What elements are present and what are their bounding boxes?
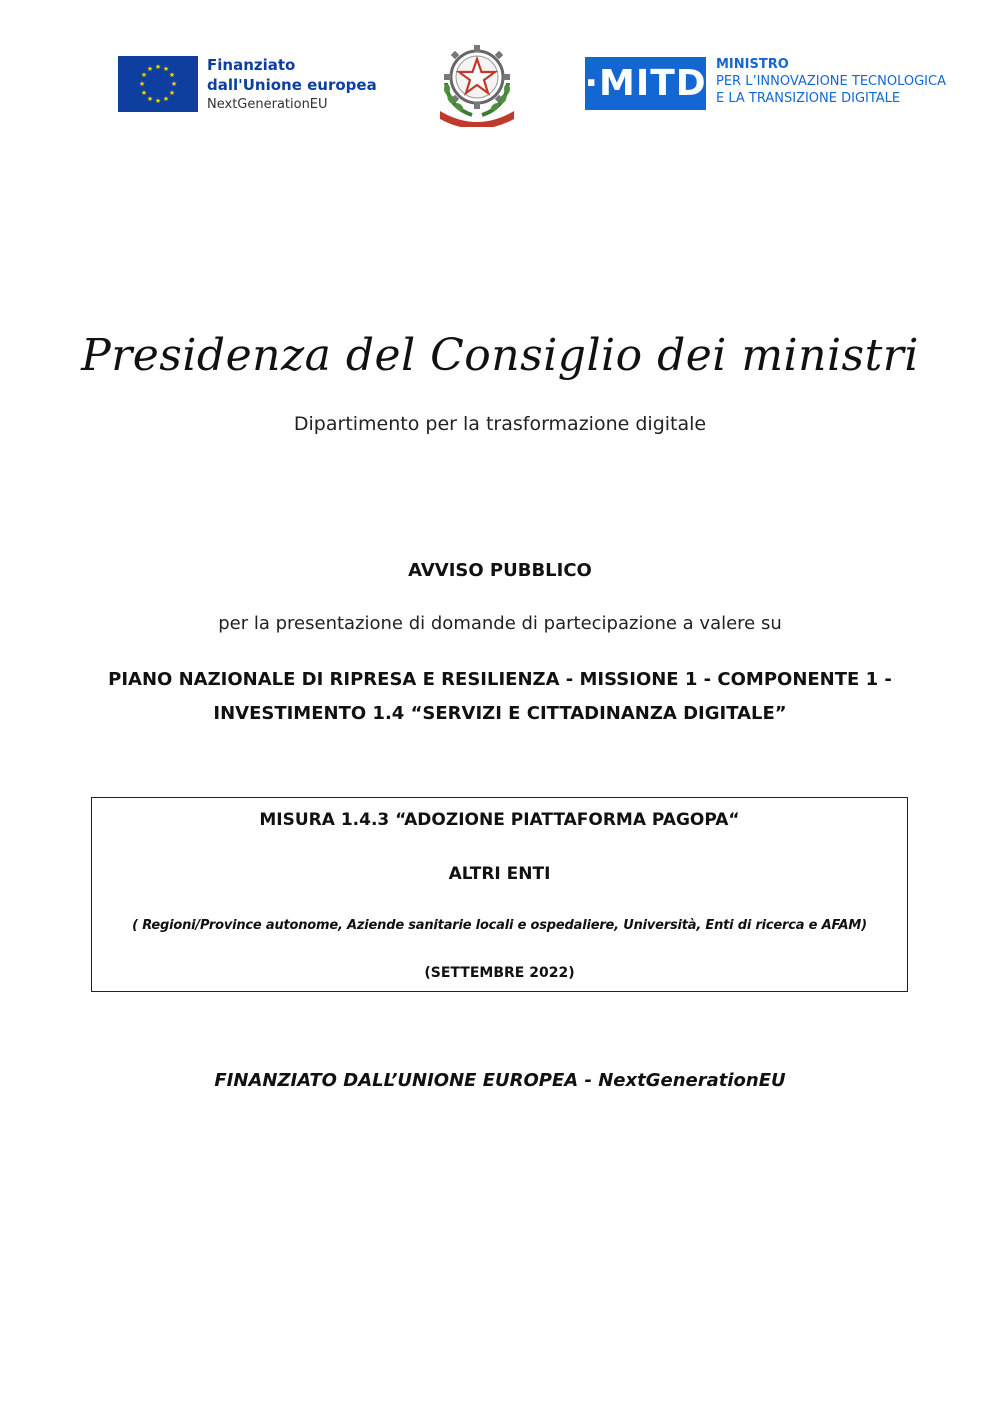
misura-title: MISURA 1.4.3 “ADOZIONE PIATTAFORMA PAGOPA“ <box>259 810 740 830</box>
mitd-logo-line1: MINISTRO <box>716 57 789 72</box>
altri-enti-title: ALTRI ENTI <box>448 864 551 884</box>
svg-text:★: ★ <box>162 95 170 103</box>
repubblica-italiana-emblem-icon <box>432 37 522 127</box>
piano-title-line1: PIANO NAZIONALE DI RIPRESA E RESILIENZA - MISSIONE 1 - COMPONENTE 1 - <box>108 669 892 690</box>
svg-text:★: ★ <box>146 95 154 103</box>
svg-text:★: ★ <box>154 63 162 71</box>
svg-text:★: ★ <box>154 97 162 105</box>
avviso-title: AVVISO PUBBLICO <box>408 560 592 581</box>
avviso-subtitle: per la presentazione di domande di partecipazione a valere su <box>218 613 782 634</box>
presidenza-heading: Presidenza del Consiglio dei ministri <box>81 330 919 381</box>
svg-text:★: ★ <box>146 65 154 73</box>
svg-text:★: ★ <box>140 89 148 97</box>
svg-text:★: ★ <box>138 80 146 88</box>
svg-text:★: ★ <box>162 65 170 73</box>
eu-flag-icon <box>118 56 198 112</box>
dipartimento-subheading: Dipartimento per la trasformazione digitale <box>293 413 707 435</box>
piano-title-line2: INVESTIMENTO 1.4 “SERVIZI E CITTADINANZA DIGITALE” <box>213 703 787 724</box>
mitd-logo-text <box>716 56 976 107</box>
eu-logo-line3: NextGenerationEU <box>207 97 328 112</box>
svg-text:★: ★ <box>168 89 176 97</box>
enti-list-note: ( Regioni/Province autonome, Aziende sanitarie locali e ospedaliere, Università, Enti di ricerca e AFAM) <box>132 918 867 933</box>
finanziato-footer: FINANZIATO DALL’UNIONE EUROPEA - NextGenerationEU <box>214 1070 786 1091</box>
eu-logo-line2: dall'Unione europea <box>207 76 377 94</box>
svg-text:★: ★ <box>168 71 176 79</box>
mitd-logo-line2: PER L’INNOVAZIONE TECNOLOGICA <box>716 74 946 89</box>
mitd-logo-line3: E LA TRANSIZIONE DIGITALE <box>716 91 901 106</box>
svg-text:★: ★ <box>140 71 148 79</box>
mitd-logo: ·MITD <box>585 57 706 110</box>
svg-text:★: ★ <box>170 80 178 88</box>
document-date: (SETTEMBRE 2022) <box>424 965 575 981</box>
eu-logo-line1: Finanziato <box>207 56 296 74</box>
eu-logo-text <box>207 55 407 115</box>
piano-title <box>60 663 940 731</box>
